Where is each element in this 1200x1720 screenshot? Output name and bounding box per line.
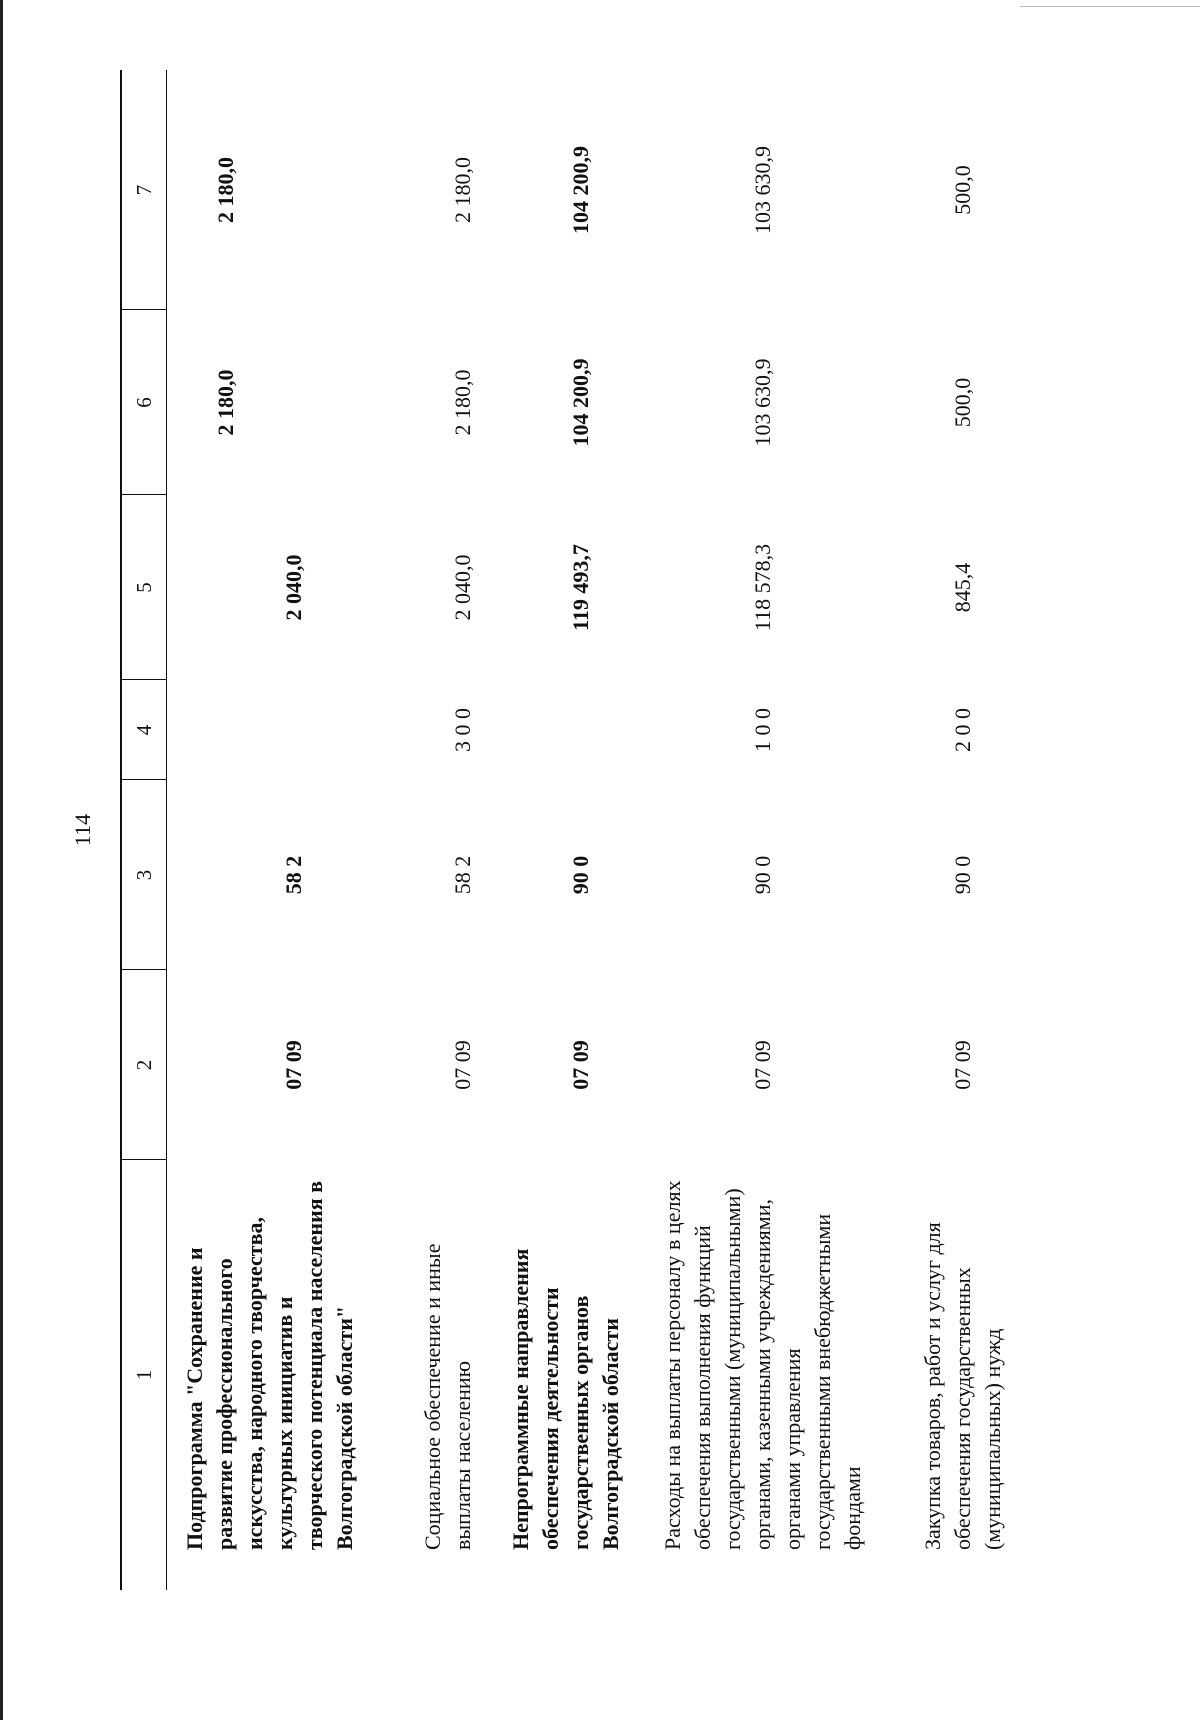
page-number: 114 bbox=[70, 813, 95, 847]
row-section: 07 09 bbox=[750, 1040, 775, 1090]
row-value-6: 2 180,0 bbox=[213, 369, 238, 436]
row-value-5: 2 040,0 bbox=[281, 554, 306, 621]
col-header-4: 4 bbox=[122, 679, 166, 780]
row-section: 07 09 bbox=[950, 1040, 975, 1090]
row-code: 90 0 bbox=[568, 855, 593, 895]
row-description: Подпрограмма "Сохранение и развитие профессионального искусства, народного творчества, культурных инициатив и творческого потенциала населения в Волгоградской области" bbox=[182, 1181, 357, 1550]
col-header-7: 7 bbox=[132, 184, 156, 196]
row-code: 90 0 bbox=[750, 855, 775, 895]
row-section: 07 09 bbox=[568, 1040, 593, 1090]
row-value-5: 119 493,7 bbox=[568, 544, 593, 631]
row-value-7: 2 180,0 bbox=[450, 157, 475, 223]
row-type: 1 0 0 bbox=[750, 708, 775, 752]
row-value-5: 2 040,0 bbox=[450, 554, 475, 621]
row-value-5: 845,4 bbox=[950, 562, 975, 613]
row-type: 3 0 0 bbox=[450, 708, 475, 752]
row-code: 58 2 bbox=[281, 855, 306, 895]
row-description: Закупка товаров, работ и услуг для обеспечения государственных (муниципальных) нужд bbox=[920, 1222, 1005, 1550]
row-section: 07 09 bbox=[450, 1040, 475, 1090]
row-description: Непрограммные направления обеспечения деятельности государственных органов Волгоградской области bbox=[508, 1248, 623, 1550]
row-value-7: 2 180,0 bbox=[213, 157, 238, 223]
row-value-6: 500,0 bbox=[950, 377, 975, 428]
row-value-6: 2 180,0 bbox=[450, 369, 475, 436]
row-code: 58 2 bbox=[450, 855, 475, 895]
row-description: Социальное обеспечение и иные выплаты населению bbox=[420, 1243, 475, 1550]
row-code: 90 0 bbox=[950, 855, 975, 895]
col-header-6: 6 bbox=[122, 309, 166, 495]
row-section: 07 09 bbox=[281, 1040, 306, 1090]
row-value-7: 104 200,9 bbox=[568, 146, 593, 234]
col-header-2: 2 bbox=[122, 969, 166, 1160]
col-header-3: 3 bbox=[122, 779, 166, 970]
col-header-5: 5 bbox=[122, 494, 166, 680]
row-value-7: 103 630,9 bbox=[750, 146, 775, 234]
row-description: Расходы на выплаты персоналу в целях обеспечения выполнения функций государственными (муниципальными) органами, казенными учреждениями, органами управления государственными внебюджетными фондами bbox=[660, 1180, 865, 1550]
row-value-6: 103 630,9 bbox=[750, 358, 775, 447]
row-value-5: 118 578,3 bbox=[750, 543, 775, 632]
col-header-1: 1 bbox=[122, 1159, 166, 1590]
row-value-6: 104 200,9 bbox=[568, 358, 593, 447]
row-type: 2 0 0 bbox=[950, 708, 975, 752]
row-value-7: 500,0 bbox=[950, 165, 975, 215]
table-header bbox=[120, 70, 167, 1590]
